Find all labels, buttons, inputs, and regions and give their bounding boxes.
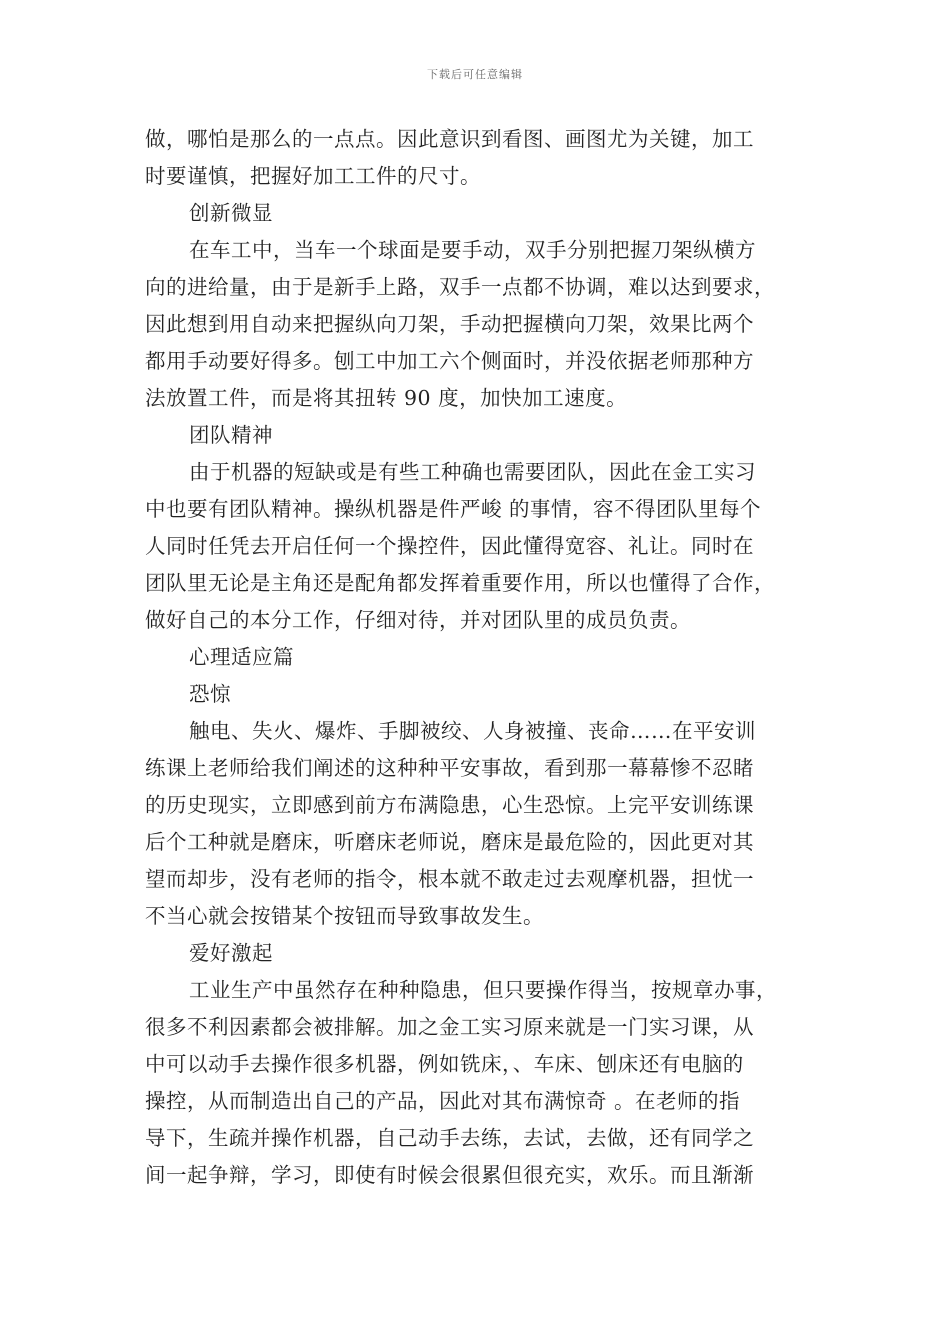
paragraph-line: 望而却步，没有老师的指令，根本就不敢走过去观摩机器，担忧一 (145, 867, 754, 891)
paragraph-line: 都用手动要好得多。刨工中加工六个侧面时，并没依据老师那种方 (145, 349, 754, 373)
paragraph-line: 触电、失火、爆炸、手脚被绞、人身被撞、丧命……在平安训 (189, 719, 756, 743)
page-header: 下载后可任意编辑 (427, 68, 523, 81)
paragraph-line: 时要谨慎，把握好加工工件的尺寸。 (145, 164, 481, 188)
paragraph-line: 向的进给量，由于是新手上路，双手一点都不协调，难以达到要求， (145, 275, 775, 299)
section-heading: 心理适应篇 (189, 645, 294, 669)
paragraph-line: 操控，从而制造出自己的产品，因此对其布满惊奇 。在老师的指 (145, 1089, 741, 1113)
paragraph-line: 法放置工件，而是将其扭转 90 度，加快加工速度。 (145, 386, 628, 410)
paragraph-line: 在车工中，当车一个球面是要手动，双手分别把握刀架纵横方 (189, 238, 756, 262)
section-heading: 恐惊 (189, 682, 231, 706)
paragraph-line: 人同时任凭去开启任何一个操控件，因此懂得宽容、礼让。同时在 (145, 534, 754, 558)
section-heading: 创新微显 (189, 201, 273, 225)
paragraph-line: 工业生产中虽然存在种种隐患，但只要操作得当，按规章办事， (189, 978, 777, 1002)
paragraph-line: 因此想到用自动来把握纵向刀架，手动把握横向刀架，效果比两个 (145, 312, 754, 336)
document-body (145, 121, 821, 1194)
paragraph-line: 由于机器的短缺或是有些工种确也需要团队，因此在金工实习 (189, 460, 756, 484)
section-heading: 团队精神 (189, 423, 273, 447)
paragraph-line: 做，哪怕是那么的一点点。因此意识到看图、画图尤为关键，加工 (145, 127, 754, 151)
paragraph-line: 很多不利因素都会被排解。加之金工实习原来就是一门实习课，从 (145, 1015, 754, 1039)
paragraph-line: 的历史现实，立即感到前方布满隐患，心生恐惊。上完平安训练课 (145, 793, 754, 817)
paragraph-line: 中可以动手去操作很多机器，例如铣床，、车床、刨床还有电脑的 (145, 1052, 744, 1076)
paragraph-line: 团队里无论是主角还是配角都发挥着重要作用，所以也懂得了合作， (145, 571, 775, 595)
paragraph-line: 导下，生疏并操作机器，自己动手去练，去试，去做，还有同学之 (145, 1126, 754, 1150)
paragraph-line: 中也要有团队精神。操纵机器是件严峻 的事情，容不得团队里每个 (145, 497, 762, 521)
paragraph-line: 做好自己的本分工作，仔细对待，并对团队里的成员负责。 (145, 608, 691, 632)
paragraph-line: 不当心就会按错某个按钮而导致事故发生。 (145, 904, 544, 928)
paragraph-line: 练课上老师给我们阐述的这种种平安事故，看到那一幕幕惨不忍睹 (145, 756, 754, 780)
paragraph-line: 间一起争辩，学习，即使有时候会很累但很充实，欢乐。而且渐渐 (145, 1163, 754, 1187)
section-heading: 爱好激起 (189, 941, 273, 965)
paragraph-line: 后个工种就是磨床，听磨床老师说，磨床是最危险的，因此更对其 (145, 830, 754, 854)
